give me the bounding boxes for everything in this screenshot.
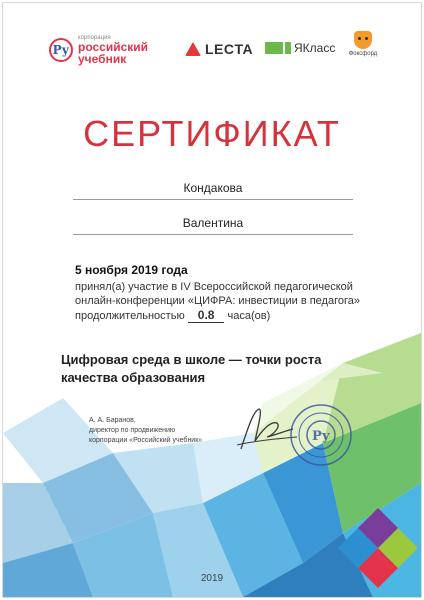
foxford-logo [345,31,381,57]
lecta-label: LECTA [205,41,254,57]
event-date: 5 ноября 2019 года [75,263,188,277]
session-topic: Цифровая среда в школе — точки роста качества образования [61,352,322,385]
rb-sub-label: учебник [78,52,127,66]
duration-value: 0.8 [188,308,225,323]
lecta-triangle-icon [185,42,201,56]
participation-text: принял(а) участие в IV Всероссийской педагогической онлайн-конференции «ЦИФРА: инвестиции в педагога» [75,281,360,307]
duration-prefix: продолжительностью [75,310,185,322]
yaklass-block-icon [265,42,283,54]
signer-company: корпорации «Российский учебник» [89,437,203,444]
recipient-surname: Кондакова [73,181,353,200]
rb-corporation-label: корпорация [78,35,111,41]
official-stamp [289,403,353,467]
yaklass-label: ЯКласс [294,41,336,55]
recipient-firstname: Валентина [73,216,353,235]
duration-line [75,308,270,323]
signer-name: А. А. Баранов, [89,417,136,424]
russian-textbook-logo [49,35,148,65]
lecta-logo [185,41,253,57]
partner-logos [3,31,421,71]
fox-head-icon [354,31,372,49]
signer-block [89,416,202,446]
svg-text:Ру: Ру [311,429,331,444]
signer-position: директор по продвижению [89,427,176,434]
russian-textbook-mark-icon: Ру [49,38,73,62]
certificate-title: СЕРТИФИКАТ [83,113,341,154]
certificate-year: 2019 [200,573,224,584]
yaklass-logo [265,41,335,55]
certificate-page [2,2,422,598]
duration-suffix: часа(ов) [227,310,271,322]
rb-main-label: российский [78,40,149,54]
foxford-label: Фоксфорд [348,51,378,57]
